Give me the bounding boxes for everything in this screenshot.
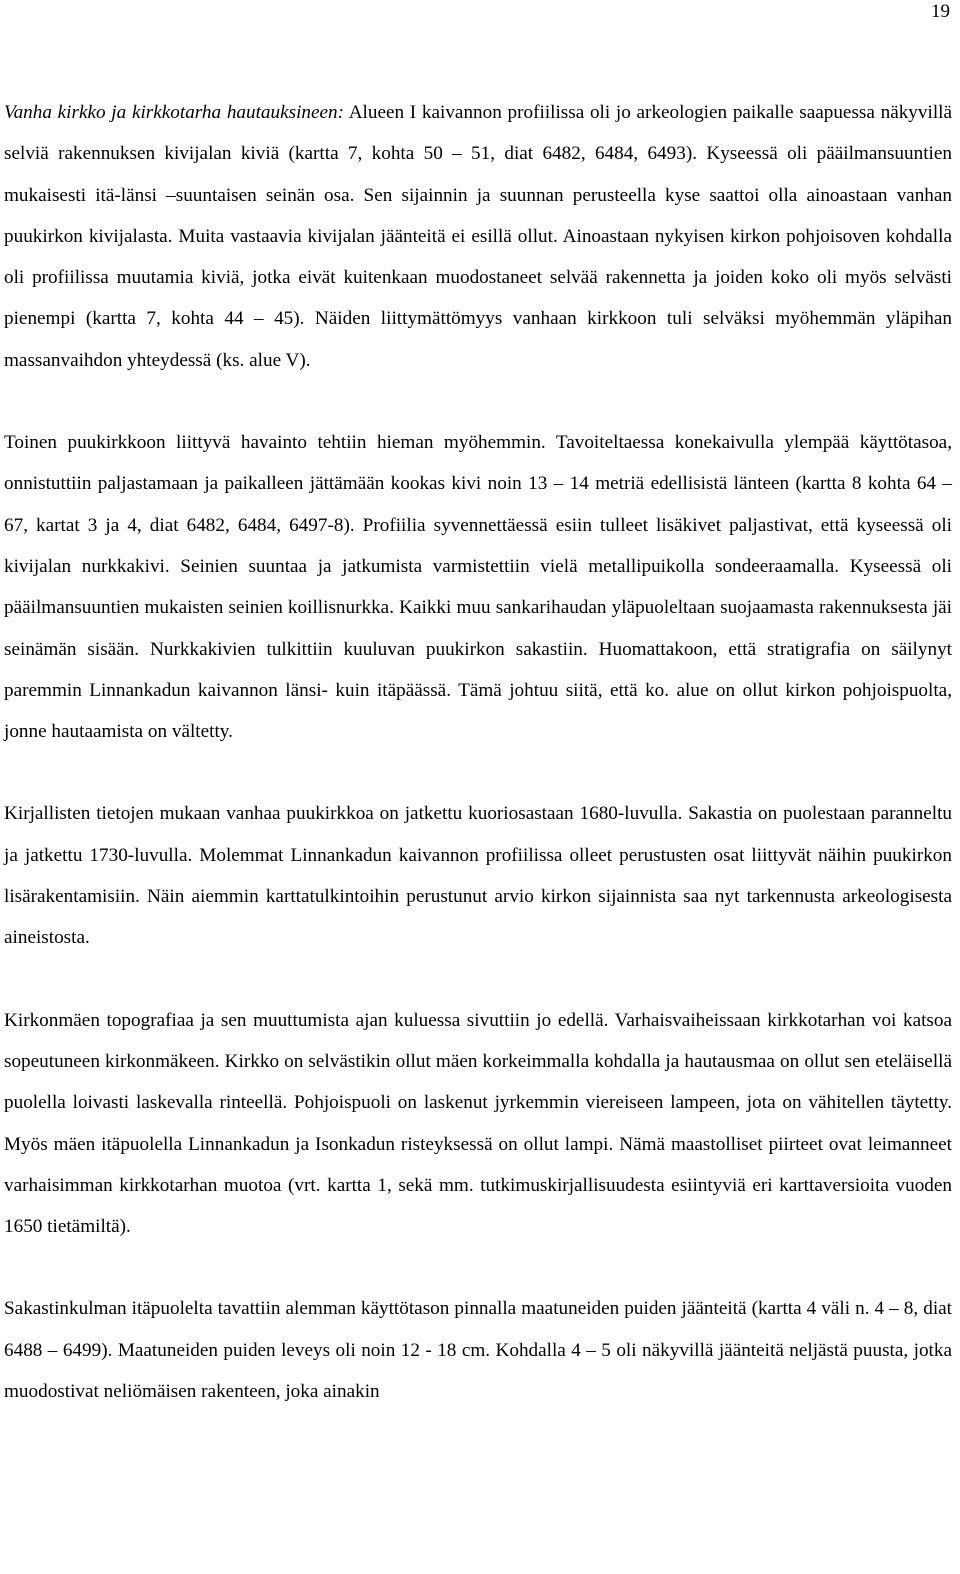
paragraph-sacristy-wood-remains: Sakastinkulman itäpuolelta tavattiin alemman käyttötason pinnalla maatuneiden puiden jäänteitä (kartta 4 väli n. 4 – 8, diat 6488 – 6499). Maatuneiden puiden leveys oli noin 12 - 18 cm. Kohdalla 4 – 5 oli näkyvillä jäänteitä neljästä puusta, jotka muodostivat neliömäisen rakenteen, joka ainakin <box>4 1298 952 1403</box>
paragraph-corner-stone: Toinen puukirkkoon liittyvä havainto tehtiin hieman myöhemmin. Tavoiteltaessa konekaivulla ylempää käyttötasoa, onnistuttiin paljastamaan ja paikalleen jättämään kookas kivi noin 13 – 14 metriä edellisistä länteen (kartta 8 kohta 64 – 67, kartat 3 ja 4, diat 6482, 6484, 6497-8). Profiilia syvennettäessä esiin tulleet lisäkivet paljastivat, että kyseessä oli kivijalan nurkkakivi. Seinien suuntaa ja jatkumista varmistettiin vielä metallipuikolla sondeeraamalla. Kyseessä oli pääilmansuuntien mukaisten seinien koillisnurkka. Kaikki muu sankarihaudan yläpuoleltaan suojaamasta rakennuksesta jäi seinämän sisään. Nurkkakivien tulkittiin kuuluvan puukirkon sakastiin. Huomattakoon, että stratigrafia on säilynyt paremmin Linnankadun kaivannon länsi- kuin itäpäässä. Tämä johtuu siitä, että ko. alue on ollut kirkon pohjoispuolta, jonne hautaamista on vältetty. <box>4 432 952 743</box>
paragraph-old-church <box>4 92 952 381</box>
page-number: 19 <box>931 1 950 22</box>
paragraph-topography: Kirkonmäen topografiaa ja sen muuttumista ajan kuluessa sivuttiin jo edellä. Varhaisvaiheissaan kirkkotarhan voi katsoa sopeutuneen kirkonmäkeen. Kirkko on selvästikin ollut mäen korkeimmalla kohdalla ja hautausmaa on ollut sen eteläisellä puolella loivasti laskevalla rinteellä. Pohjoispuoli on laskenut jyrkemmin viereiseen lampeen, jota on vähitellen täytetty. Myös mäen itäpuolella Linnankadun ja Isonkadun risteyksessä on ollut lampi. Nämä maastolliset piirteet ovat leimanneet varhaisimman kirkkotarhan muotoa (vrt. kartta 1, sekä mm. tutkimuskirjallisuudesta esiintyviä eri karttaversioita vuoden 1650 tietämiltä). <box>4 1009 952 1238</box>
paragraph-written-sources: Kirjallisten tietojen mukaan vanhaa puukirkkoa on jatkettu kuoriosastaan 1680-luvulla. Sakastia on puolestaan paranneltu ja jatkettu 1730-luvulla. Molemmat Linnankadun kaivannon profiilissa olleet perustusten osat liittyvät näihin puukirkon lisärakentamisiin. Näin aiemmin karttatulkintoihin perustunut arvio kirkon sijainnista saa nyt tarkennusta arkeologisesta aineistosta. <box>4 803 952 949</box>
paragraph-lead-heading: Vanha kirkko ja kirkkotarha hautauksineen: <box>4 102 345 123</box>
paragraph-text: Alueen I kaivannon profiilissa oli jo arkeologien paikalle saapuessa näkyvillä selviä rakennuksen kivijalan kiviä (kartta 7, kohta 50 – 51, diat 6482, 6484, 6493). Kyseessä oli pääilmansuuntien mukaisesti itä-länsi –suuntaisen seinän osa. Sen sijainnin ja suunnan perusteella kyse saattoi olla ainoastaan vanhan puukirkon kivijalasta. Muita vastaavia kivijalan jäänteitä ei esillä ollut. Ainoastaan nykyisen kirkon pohjoisoven kohdalla oli profiilissa muutamia kiviä, jotka eivät kuitenkaan muodostaneet selvää rakennetta ja joiden koko oli myös selvästi pienempi (kartta 7, kohta 44 – 45). Näiden liittymättömyys vanhaan kirkkoon tuli selväksi myöhemmän yläpihan massanvaihdon yhteydessä (ks. alue V). <box>4 102 953 371</box>
document-body <box>4 92 952 1412</box>
